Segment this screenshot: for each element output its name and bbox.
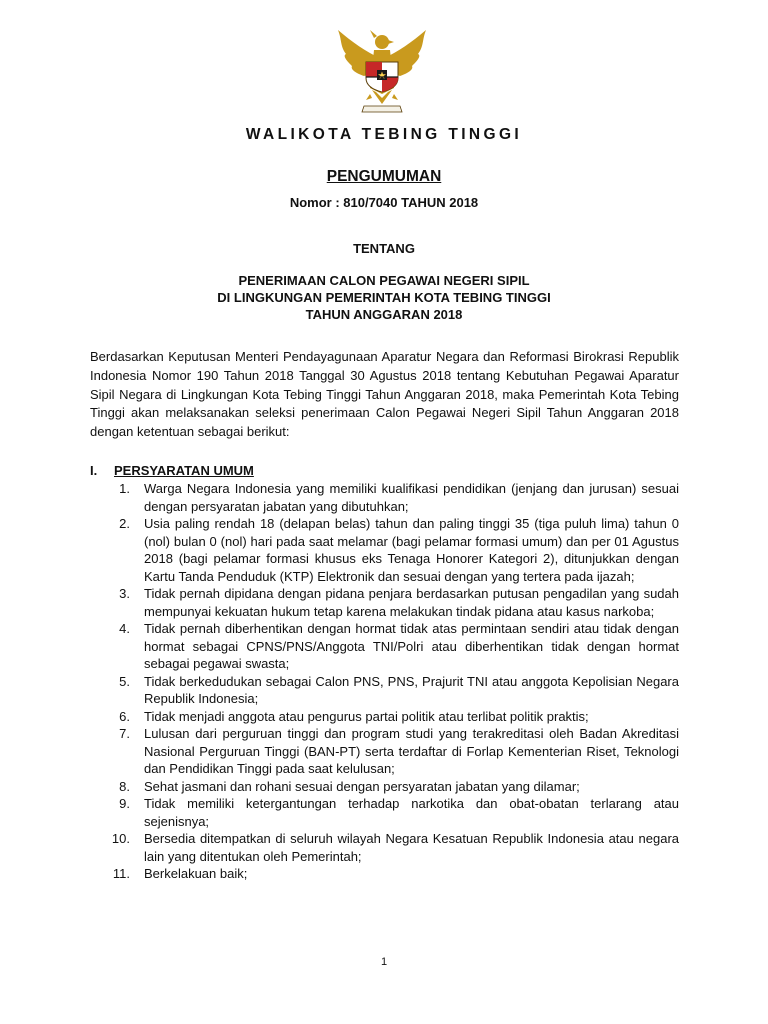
item-number: 11. bbox=[112, 866, 130, 881]
item-text: Tidak memiliki ketergantungan terhadap narkotika dan obat-obatan terlarang atau sejenisnya; bbox=[144, 796, 679, 829]
section-number: I. bbox=[90, 463, 98, 478]
item-number: 2. bbox=[119, 516, 130, 531]
list-item bbox=[90, 585, 679, 620]
about-label: TENTANG bbox=[353, 241, 415, 256]
subject-line: TAHUN ANGGARAN 2018 bbox=[305, 307, 463, 322]
item-text: Tidak menjadi anggota atau pengurus partai politik atau terlibat politik praktis; bbox=[144, 708, 589, 724]
section-heading bbox=[90, 462, 679, 480]
list-item bbox=[90, 795, 679, 830]
list-item bbox=[90, 725, 679, 778]
item-number: 9. bbox=[119, 796, 130, 811]
item-text: Lulusan dari perguruan tinggi dan program studi yang terakreditasi oleh Badan Akreditasi Nasional Perguruan Tinggi (BAN-PT) serta terdaftar di Forlap Kementerian Riset, Teknologi dan Pendidikan Tinggi pada saat kelulusan; bbox=[144, 726, 679, 776]
list-item bbox=[90, 778, 679, 796]
item-text: Berkelakuan baik; bbox=[144, 866, 248, 881]
item-number: 10. bbox=[111, 831, 130, 846]
page-number: 1 bbox=[380, 956, 388, 968]
subject-line: DI LINGKUNGAN PEMERINTAH KOTA TEBING TINGGI bbox=[217, 290, 551, 305]
item-text: Tidak pernah diberhentikan dengan hormat tidak atas permintaan sendiri atau tidak dengan hormat sebagai CPNS/PNS/Anggota TNI/Polri atau diberhentikan tidak dengan hormat sebagai pegawai swasta; bbox=[144, 621, 679, 671]
item-number: 6. bbox=[119, 708, 130, 724]
section-title: PERSYARATAN UMUM bbox=[114, 463, 254, 478]
list-item bbox=[90, 620, 679, 673]
list-item bbox=[90, 673, 679, 708]
item-number: 8. bbox=[119, 778, 130, 794]
item-text: Tidak pernah dipidana dengan pidana penjara berdasarkan putusan pengadilan yang sudah mempunyai kekuatan hukum tetap karena melakukan tindak pidana atau kasus narkoba; bbox=[144, 586, 679, 619]
item-text: Sehat jasmani dan rohani sesuai dengan persyaratan jabatan yang dilamar; bbox=[144, 778, 580, 794]
item-number: 3. bbox=[119, 586, 130, 601]
item-number: 7. bbox=[119, 726, 130, 741]
item-number: 5. bbox=[119, 673, 130, 689]
document-heading: PENGUMUMAN bbox=[326, 168, 442, 185]
subject-block bbox=[0, 272, 768, 323]
document-number: Nomor : 810/7040 TAHUN 2018 bbox=[289, 195, 479, 210]
list-item bbox=[90, 708, 679, 726]
item-number: 4. bbox=[119, 621, 130, 636]
item-text: Usia paling rendah 18 (delapan belas) tahun dan paling tinggi 35 (tiga puluh lima) tahun 0 (nol) bulan 0 (nol) hari pada saat melamar (bagi pelamar formasi umum) dan per 01 Agustus 2018 (bagi pelamar formasi khusus eks Tenaga Honorer Kategori 2), ditunjukkan dengan Kartu Tanda Penduduk (KTP) Elektronik dan sesuai dengan yang tertera pada ijazah; bbox=[144, 516, 679, 584]
item-number: 1. bbox=[119, 481, 130, 496]
requirements-section bbox=[90, 462, 679, 883]
item-text: Tidak berkedudukan sebagai Calon PNS, PNS, Prajurit TNI atau anggota Kepolisian Negara Republik Indonesia; bbox=[144, 673, 679, 706]
intro-paragraph: Berdasarkan Keputusan Menteri Pendayagunaan Aparatur Negara dan Reformasi Birokrasi Republik Indonesia Nomor 190 Tahun 2018 Tanggal 30 Agustus 2018 tentang Kebutuhan Pegawai Aparatur Sipil Negara di Lingkungan Kota Tebing Tinggi Tahun Anggaran 2018, maka Pemerintah Kota Tebing Tinggi akan melaksanakan seleksi penerimaan Calon Pegawai Negeri Sipil Tahun Anggaran 2018 dengan ketentuan sebagai berikut: bbox=[90, 349, 679, 440]
item-text: Warga Negara Indonesia yang memiliki kualifikasi pendidikan (jenjang dan jurusan) sesuai dengan persyaratan jabatan yang dibutuhkan; bbox=[144, 481, 679, 514]
requirements-list bbox=[90, 480, 679, 883]
list-item bbox=[90, 830, 679, 865]
item-text: Bersedia ditempatkan di seluruh wilayah Negara Kesatuan Republik Indonesia atau negara lain yang ditentukan oleh Pemerintah; bbox=[144, 831, 679, 864]
list-item bbox=[90, 480, 679, 515]
office-title: WALIKOTA TEBING TINGGI bbox=[245, 126, 523, 143]
list-item bbox=[90, 865, 679, 883]
list-item bbox=[90, 515, 679, 585]
subject-line: PENERIMAAN CALON PEGAWAI NEGERI SIPIL bbox=[238, 273, 530, 288]
garuda-emblem-icon bbox=[330, 28, 434, 114]
